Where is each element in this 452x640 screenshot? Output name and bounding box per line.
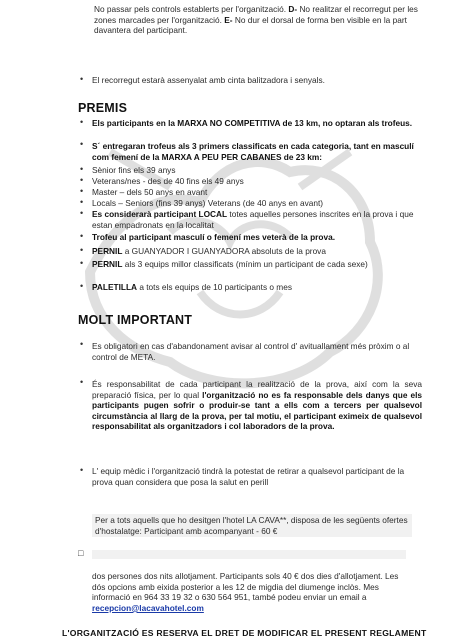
veteran-trophy: Trofeu al participant masculí o femení mes veterà de la prova. xyxy=(92,232,335,242)
bullet: • xyxy=(80,197,84,207)
bullet: • xyxy=(80,208,84,218)
route-note: El recorregut estarà assenyalat amb cinta balitzadora i senyals. xyxy=(92,75,325,85)
bullet: • xyxy=(80,139,84,149)
category-locals: Locals – Seniors (fins 39 anys) Veterans (de 40 anys en avant) xyxy=(92,198,324,208)
hotel-offer-intro: Per a tots aquells que ho desitgen l'hotel LA CAVA**, disposa de les següents ofertes d'hostalatge: Participant amb acompanyant - 60 € xyxy=(92,514,412,537)
highlight-band xyxy=(92,550,406,559)
category-master: Master – dels 50 anys en avant xyxy=(92,187,208,197)
bullet: • xyxy=(80,377,84,387)
premis-item-trophies: S´ entregaran trofeus als 3 primers classificats en cada categoria, tant en masculí com femení de la MARXA A PEU PER CABANES de 23 km: xyxy=(92,141,414,162)
category-senior: Sènior fins els 39 anys xyxy=(92,165,176,175)
abandon-paragraph: Es obligatori en cas d'abandonament avisar al control d' avituallament més pròxim o al control de META. xyxy=(92,341,410,362)
bullet: • xyxy=(80,175,84,185)
intro-paragraph: No passar pels controls establerts per l'organització. D- No realitzar el recorregut per les zones marcades per l'organització. E- No dur el dorsal de forma ben visible en la part davantera del participant. xyxy=(94,4,418,36)
bullet: • xyxy=(80,231,84,241)
bullet: • xyxy=(80,245,84,255)
bullet: • xyxy=(80,74,84,84)
bullet: • xyxy=(80,186,84,196)
bullet: • xyxy=(80,281,84,291)
hotel-offer-details: dos persones dos nits allotjament. Participants sols 40 € dos dies d'allotjament. Les dós opcions amb eixida posterior a les 12 de migdia del diumenge inclòs. Mes informació en 964 33 19 32 o 630 564 951, també podeu enviar un email a recepcion@lacavahotel.com xyxy=(92,571,399,613)
important-title: MOLT IMPORTANT xyxy=(78,313,193,327)
bullet: • xyxy=(80,339,84,349)
paletilla-teams: PALETILLA a tots els equips de 10 participants o mes xyxy=(92,282,292,292)
pernil-teams: PERNIL als 3 equips millor classificats (mínim un participant de cada sexe) xyxy=(92,259,368,269)
premis-item-no-competitive: Els participants en la MARXA NO COMPETITIVA de 13 km, no optaran als trofeus. xyxy=(92,118,413,128)
local-participant-note: Es considerarà participant LOCAL totes aquelles persones inscrites en la prova i que estan empadronats en la localitat xyxy=(92,209,414,230)
footer-notice: L'ORGANITZACIÓ ES RESERVA EL DRET DE MODIFICAR EL PRESENT REGLAMENT xyxy=(62,628,427,638)
bullet: • xyxy=(80,258,84,268)
category-veterans: Veterans/nes - des de 40 fins els 49 anys xyxy=(92,176,244,186)
checkbox-glyph: □ xyxy=(78,548,84,558)
bullet: • xyxy=(80,164,84,174)
bullet: • xyxy=(80,465,84,475)
bullet: • xyxy=(80,117,84,127)
premis-title: PREMIS xyxy=(78,101,128,115)
medical-paragraph: L' equip mèdic i l'organització tindrà la potestat de retirar a qualsevol participant de la prova quan considera que posa la salut en perill xyxy=(92,466,405,487)
hotel-email-link[interactable]: recepcion@lacavahotel.com xyxy=(92,602,204,613)
responsibility-paragraph: És responsabilitat de cada participant la realització de la prova, així com la seva preparació física, per lo qual l'organització no es fa responsable dels danys que els participants pugen sofrir o produir-se tant a ells com a tercers per qualsevol circumstància al llarg de la prova, per tal motiu, el participant eximeix de qualsevol responsabilitat als organitzadors i col laboradors de la prova. xyxy=(92,379,422,432)
pernil-winners: PERNIL a GUANYADOR I GUANYADORA absoluts de la prova xyxy=(92,246,326,256)
